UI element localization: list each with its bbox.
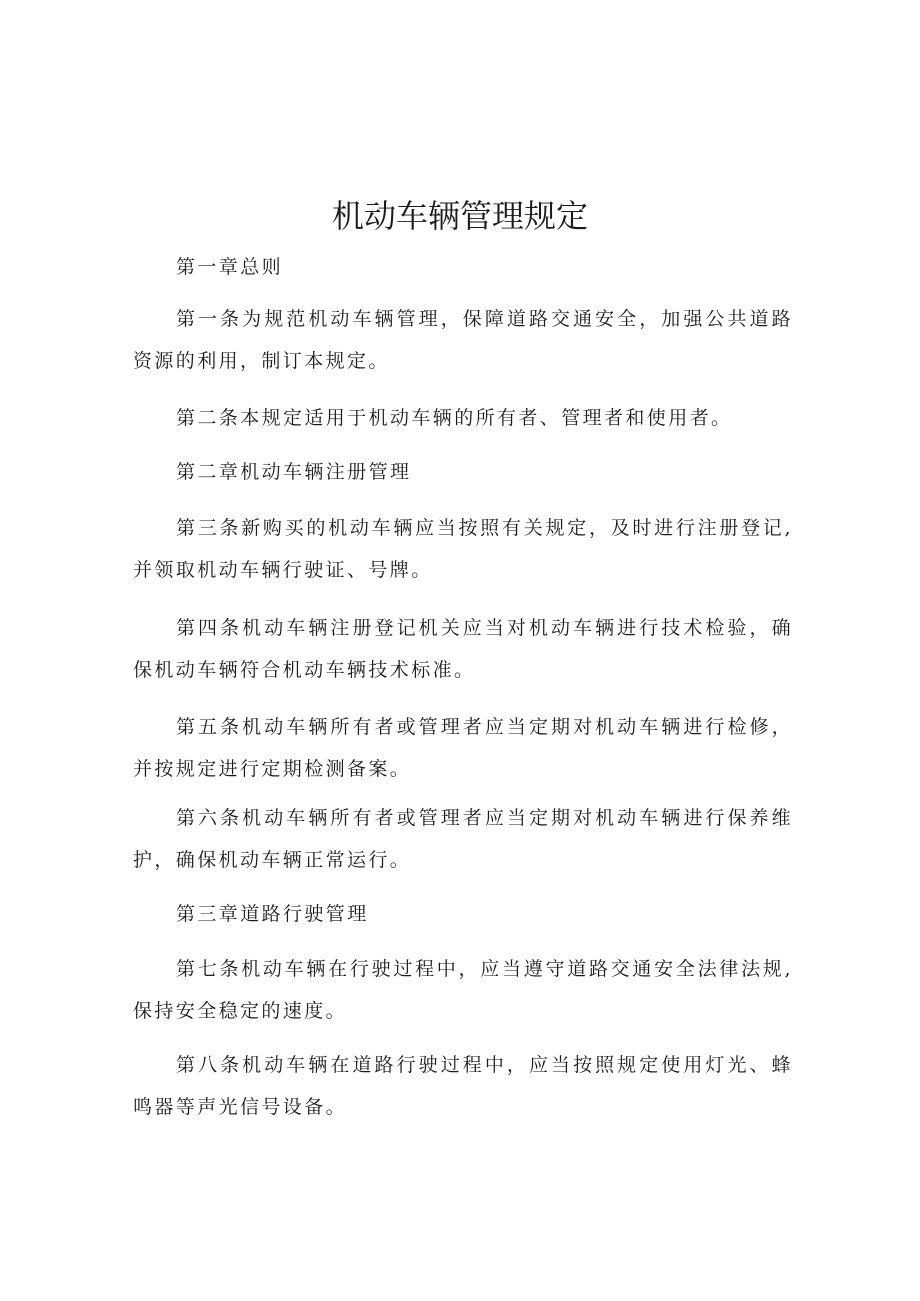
chapter-2-heading: 第二章机动车辆注册管理 bbox=[176, 461, 412, 483]
article-2: 第二条本规定适用于机动车辆的所有者、管理者和使用者。 bbox=[176, 407, 733, 429]
document-title: 机动车辆管理规定 bbox=[331, 197, 588, 235]
chapter-3-heading: 第三章道路行驶管理 bbox=[176, 903, 369, 925]
article-8: 第八条机动车辆在道路行驶过程中，应当按照规定使用灯光、蜂鸣器等声光信号设备。 bbox=[133, 1054, 793, 1118]
article-4: 第四条机动车辆注册登记机关应当对机动车辆进行技术检验，确保机动车辆符合机动车辆技术标准。 bbox=[133, 617, 793, 681]
article-7: 第七条机动车辆在行驶过程中，应当遵守道路交通安全法律法规,保持安全稳定的速度。 bbox=[133, 958, 793, 1022]
article-1: 第一条为规范机动车辆管理，保障道路交通安全，加强公共道路资源的利用，制订本规定。 bbox=[133, 308, 793, 372]
article-3: 第三条新购买的机动车辆应当按照有关规定，及时进行注册登记,并领取机动车辆行驶证、号牌。 bbox=[133, 517, 793, 581]
article-6: 第六条机动车辆所有者或管理者应当定期对机动车辆进行保养维护，确保机动车辆正常运行。 bbox=[133, 807, 793, 871]
chapter-1-heading: 第一章总则 bbox=[176, 256, 284, 278]
article-5: 第五条机动车辆所有者或管理者应当定期对机动车辆进行检修，并按规定进行定期检测备案。 bbox=[133, 716, 793, 780]
